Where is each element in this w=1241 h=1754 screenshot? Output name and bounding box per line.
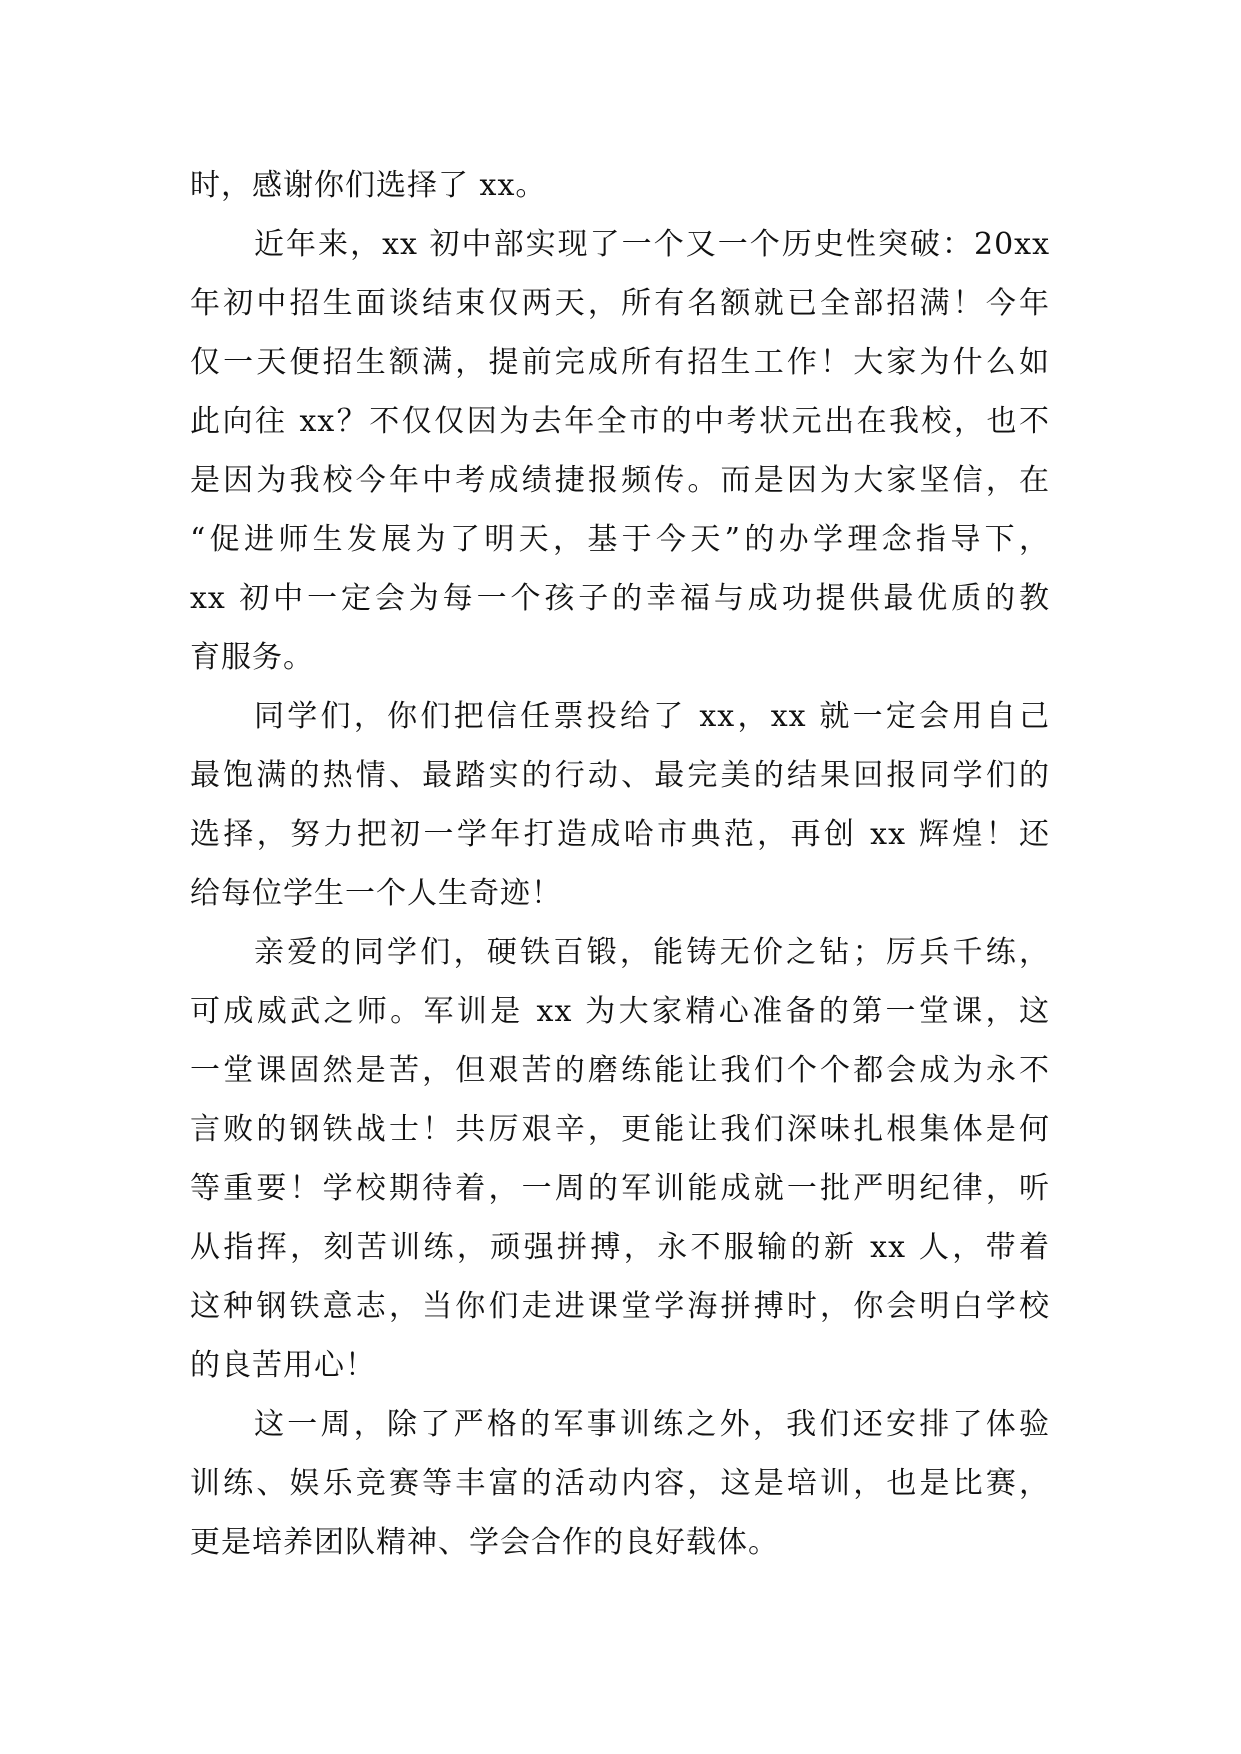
text-line: 这一周，除了严格的军事训练之外，我们还安排了体验 xyxy=(254,1407,1050,1442)
text-line: 同学们，你们把信任票投给了 xx，xx 就一定会用自己 xyxy=(254,699,1050,734)
text-line: 更是培养团队精神、学会合作的良好载体。 xyxy=(190,1525,779,1560)
text-line: 是因为我校今年中考成绩捷报频传。而是因为大家坚信，在 xyxy=(190,463,1050,498)
document-body xyxy=(190,156,1050,1572)
text-line: 可成威武之师。军训是 xx 为大家精心准备的第一堂课，这 xyxy=(190,994,1050,1029)
text-line: xx 初中一定会为每一个孩子的幸福与成功提供最优质的教 xyxy=(190,581,1050,616)
text-line: 言败的钢铁战士！共厉艰辛，更能让我们深味扎根集体是何 xyxy=(190,1112,1050,1147)
text-line: 最饱满的热情、最踏实的行动、最完美的结果回报同学们的 xyxy=(190,758,1050,793)
text-line: 这种钢铁意志，当你们走进课堂学海拼搏时，你会明白学校 xyxy=(190,1289,1050,1324)
text-line: “促进师生发展为了明天，基于今天”的办学理念指导下， xyxy=(190,522,1050,557)
text-line: 仅一天便招生额满，提前完成所有招生工作！大家为什么如 xyxy=(190,345,1050,380)
text-line: 此向往 xx？不仅仅因为去年全市的中考状元出在我校，也不 xyxy=(190,404,1050,439)
text-line: 育服务。 xyxy=(190,640,314,675)
text-line: 给每位学生一个人生奇迹！ xyxy=(190,876,562,911)
text-line: 等重要！学校期待着，一周的军训能成就一批严明纪律，听 xyxy=(190,1171,1050,1206)
text-line: 的良苦用心！ xyxy=(190,1348,376,1383)
text-line: 年初中招生面谈结束仅两天，所有名额就已全部招满！今年 xyxy=(190,286,1050,321)
text-line: 近年来，xx 初中部实现了一个又一个历史性突破：20xx xyxy=(254,227,1050,262)
text-line: 时，感谢你们选择了 xx。 xyxy=(190,168,547,203)
text-line: 从指挥，刻苦训练，顽强拼搏，永不服输的新 xx 人，带着 xyxy=(190,1230,1050,1265)
text-line: 亲爱的同学们，硬铁百锻，能铸无价之钻；厉兵千练， xyxy=(254,935,1050,970)
text-line: 训练、娱乐竞赛等丰富的活动内容，这是培训，也是比赛， xyxy=(190,1466,1050,1501)
text-line: 选择，努力把初一学年打造成哈市典范，再创 xx 辉煌！还 xyxy=(190,817,1050,852)
text-line: 一堂课固然是苦，但艰苦的磨练能让我们个个都会成为永不 xyxy=(190,1053,1050,1088)
